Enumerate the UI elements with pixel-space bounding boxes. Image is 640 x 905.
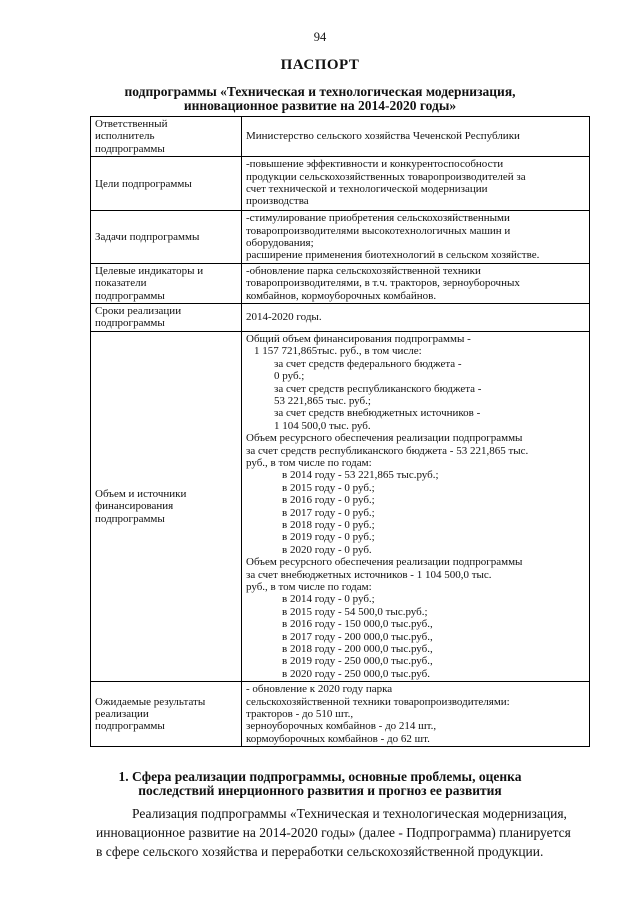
funding-line: в 2016 году - 150 000,0 тыс.руб.,: [282, 618, 433, 631]
row-content: [242, 211, 590, 264]
content-line: счет технической и технологической модернизации: [246, 183, 488, 196]
row-label: [91, 211, 242, 264]
content-line: продукции сельскохозяйственных товаропроизводителей за: [246, 170, 526, 183]
content-line: - обновление к 2020 году парка: [246, 683, 393, 696]
content-line: расширение применения биотехнологий в сельском хозяйстве.: [246, 249, 540, 262]
table-row: [91, 304, 590, 332]
table-row: [91, 117, 590, 157]
funding-line: в 2014 году - 0 руб.;: [282, 593, 375, 606]
table-row: [91, 682, 590, 747]
funding-line: Объем ресурсного обеспечения реализации подпрограммы: [246, 432, 523, 445]
content-line: производства: [246, 195, 309, 208]
funding-line: за счет средств внебюджетных источников -: [274, 407, 481, 420]
content-line: товаропроизводителями, в т.ч. тракторов, зерноуборочных: [246, 277, 520, 290]
content-line: тракторов - до 510 шт.,: [246, 708, 354, 721]
page-number: 94: [313, 30, 327, 44]
funding-line: руб., в том числе по годам:: [246, 581, 372, 593]
funding-line: Объем ресурсного обеспечения реализации подпрограммы: [246, 556, 523, 569]
funding-line: за счет средств федерального бюджета -: [274, 357, 462, 370]
funding-line: за счет внебюджетных источников - 1 104 500,0 тыс.: [246, 568, 492, 581]
content-line: сельскохозяйственной техники товаропроизводителями:: [246, 695, 510, 708]
section-heading: [60, 770, 580, 798]
label-line: подпрограммы: [95, 317, 165, 330]
funding-line: в 2016 году - 0 руб.;: [282, 494, 375, 507]
funding-line: в 2015 году - 0 руб.;: [282, 481, 375, 494]
row-content: [242, 682, 590, 747]
content-line: -обновление парка сельскохозяйственной техники: [246, 264, 481, 277]
funding-line: в 2020 году - 250 000,0 тыс.руб.: [282, 667, 431, 680]
paragraph-line: Реализация подпрограммы «Техническая и технологическая модернизация,: [132, 806, 567, 821]
section-heading-line: 1. Сфера реализации подпрограммы, основные проблемы, оценка: [118, 769, 522, 784]
row-content: [242, 263, 590, 303]
content-line: 2014-2020 годы.: [246, 311, 322, 324]
funding-line: за счет средств республиканского бюджета - 53 221,865 тыс.: [246, 444, 529, 457]
label-line: реализации: [95, 708, 149, 721]
label-line: Объем и источники: [95, 487, 187, 500]
label-line: подпрограммы: [95, 720, 165, 733]
funding-line: в 2019 году - 0 руб.;: [282, 531, 375, 544]
label-line: подпрограммы: [95, 289, 165, 302]
label-line: подпрограммы: [95, 512, 165, 525]
row-label: [91, 263, 242, 303]
funding-line: в 2018 году - 0 руб.;: [282, 518, 375, 531]
passport-table: [90, 116, 590, 747]
section-heading-line: последствий инерционного развития и прогноз ее развития: [138, 783, 502, 798]
funding-line: в 2018 году - 200 000,0 тыс.руб.,: [282, 643, 433, 656]
funding-line: в 2020 году - 0 руб.: [282, 543, 372, 556]
body-paragraph: [96, 804, 596, 861]
label-line: Ожидаемые результаты: [95, 695, 206, 708]
content-line: Министерство сельского хозяйства Чеченской Республики: [246, 130, 520, 143]
subtitle-line: инновационное развитие на 2014-2020 годы»: [183, 98, 457, 113]
label-line: подпрограммы: [95, 142, 165, 155]
table-row: [91, 211, 590, 264]
paragraph-line: инновационное развитие на 2014-2020 годы» (далее - Подпрограмма) планируется: [96, 825, 571, 840]
label-line: Задачи подпрограммы: [95, 230, 200, 243]
funding-line: 1 104 500,0 тыс. руб.: [274, 419, 371, 432]
funding-line: 1 157 721,865тыс. руб., в том числе:: [254, 345, 422, 358]
subtitle-line: подпрограммы «Техническая и технологическая модернизация,: [124, 84, 516, 99]
content-line: кормоуборочных комбайнов - до 62 шт.: [246, 732, 430, 745]
label-line: исполнитель: [95, 130, 155, 143]
funding-line: в 2017 году - 0 руб.;: [282, 506, 375, 519]
content-line: -стимулирование приобретения сельскохозяйственными: [246, 212, 510, 225]
table-row: [91, 263, 590, 303]
funding-line: 0 руб.;: [274, 370, 305, 383]
funding-line: за счет средств республиканского бюджета -: [274, 382, 482, 395]
table-row: [91, 157, 590, 211]
label-line: Сроки реализации: [95, 305, 182, 318]
label-line: Цели подпрограммы: [95, 177, 192, 190]
row-content-funding: [242, 331, 590, 681]
label-line: Ответственный: [95, 118, 168, 130]
label-line: финансирования: [95, 500, 174, 513]
row-label: [91, 682, 242, 747]
funding-line: 53 221,865 тыс. руб.;: [274, 394, 371, 407]
row-label: [91, 331, 242, 681]
funding-line: в 2014 году - 53 221,865 тыс.руб.;: [282, 469, 439, 482]
row-content: [242, 117, 590, 157]
row-content: [242, 157, 590, 211]
content-line: -повышение эффективности и конкурентоспособности: [246, 158, 504, 171]
row-label: [91, 304, 242, 332]
document-title: ПАСПОРТ: [280, 57, 360, 73]
content-line: оборудования;: [246, 237, 314, 250]
row-label: [91, 157, 242, 211]
funding-line: в 2015 году - 54 500,0 тыс.руб.;: [282, 605, 428, 618]
content-line: товаропроизводителями высокотехнологичных машин и: [246, 224, 511, 237]
funding-line: руб., в том числе по годам:: [246, 456, 372, 469]
row-content: [242, 304, 590, 332]
label-line: Целевые индикаторы и: [95, 264, 204, 277]
funding-line: в 2019 году - 250 000,0 тыс.руб.,: [282, 655, 433, 668]
document-subtitle: [60, 85, 580, 113]
funding-line: в 2017 году - 200 000,0 тыс.руб.,: [282, 630, 433, 643]
funding-line: Общий объем финансирования подпрограммы -: [246, 332, 471, 345]
content-line: комбайнов, кормоуборочных комбайнов.: [246, 289, 437, 302]
table-row: [91, 331, 590, 681]
row-label: [91, 117, 242, 157]
content-line: зерноуборочных комбайнов - до 214 шт.,: [246, 720, 437, 733]
label-line: показатели: [95, 277, 147, 290]
paragraph-line: в сфере сельского хозяйства и переработки сельскохозяйственной продукции.: [96, 844, 544, 859]
